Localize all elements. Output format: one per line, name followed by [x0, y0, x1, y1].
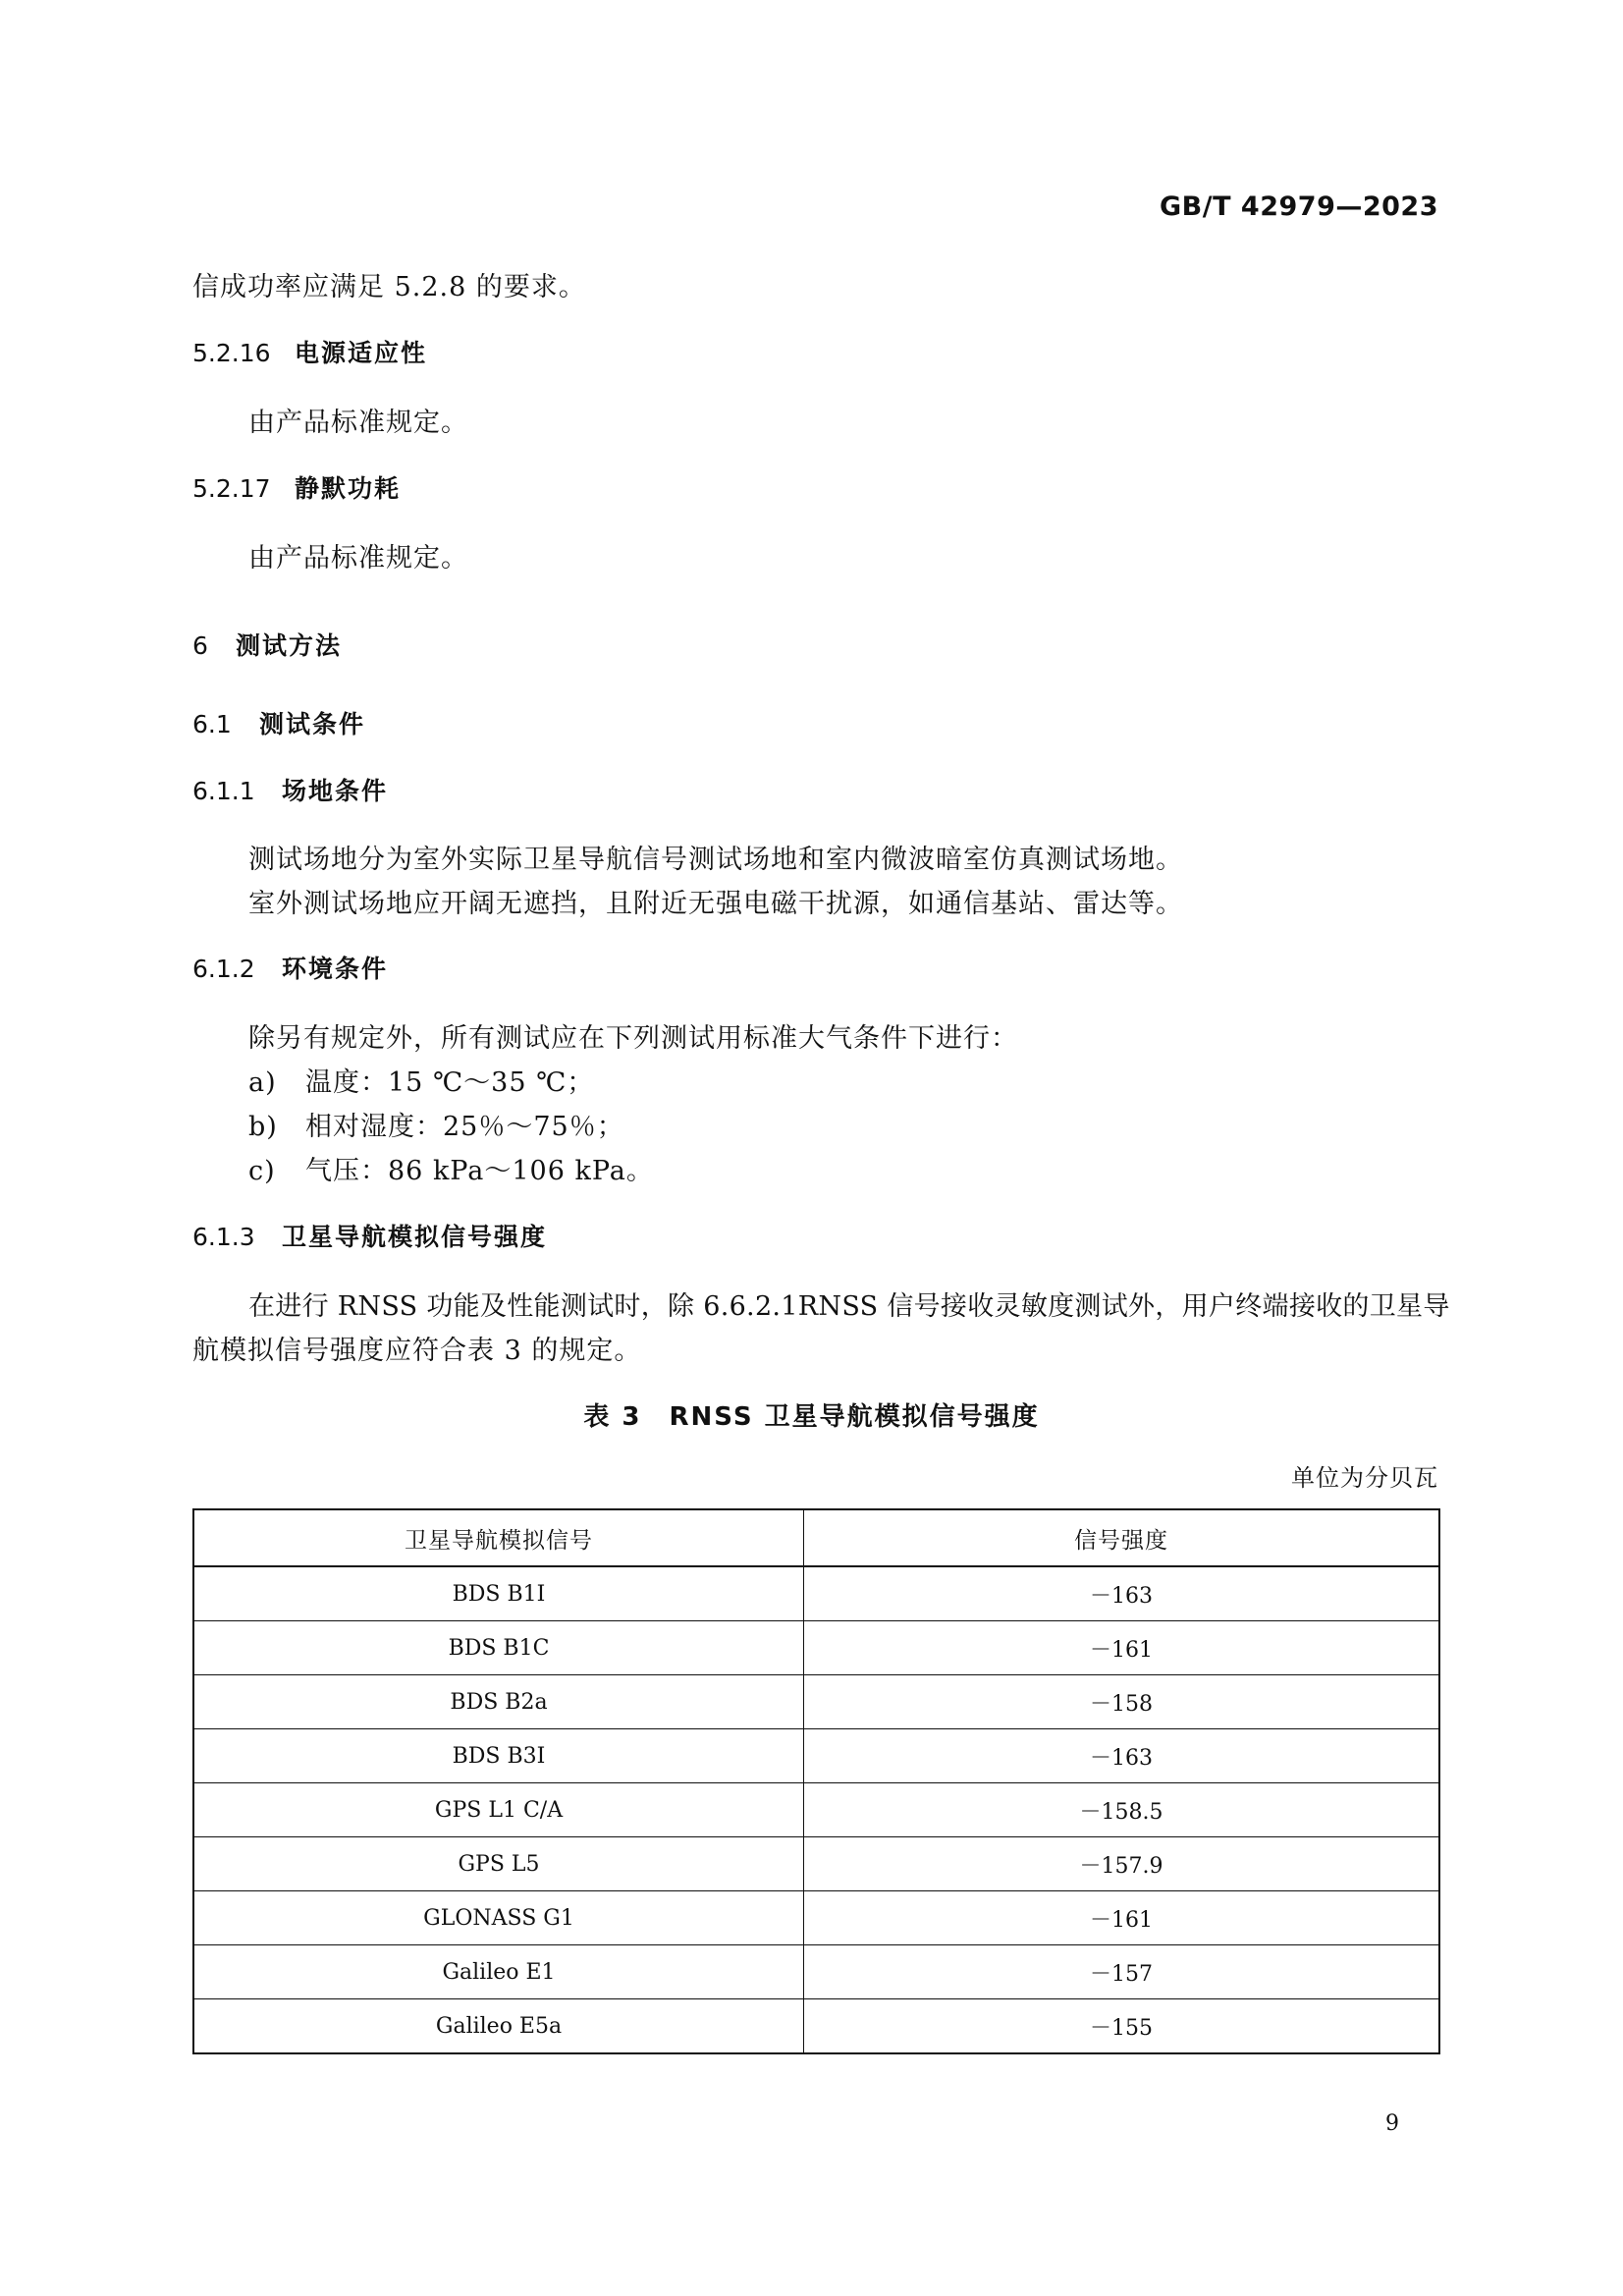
table-row — [193, 1729, 1439, 1783]
paragraph-6-1-1-a: 测试场地分为室外实际卫星导航信号测试场地和室内微波暗室仿真测试场地。 — [248, 845, 1183, 875]
signal-strength-table — [192, 1508, 1440, 2054]
column-header-strength: 信号强度 — [804, 1509, 1440, 1566]
signal-cell: GPS L1 C/A — [193, 1783, 804, 1837]
section-title: 测试方法 — [236, 631, 343, 660]
section-title: 静默功耗 — [295, 474, 402, 503]
heading-5-2-16 — [192, 334, 427, 369]
strength-cell: －155 — [804, 1999, 1440, 2054]
heading-5-2-17 — [192, 469, 401, 505]
section-number: 5.2.17 — [192, 474, 271, 503]
list-marker: b) — [248, 1112, 278, 1142]
section-number: 6 — [192, 631, 208, 660]
table-unit-note: 单位为分贝瓦 — [1291, 1464, 1438, 1492]
section-number: 6.1.2 — [192, 955, 255, 983]
continuation-text: 信成功率应满足 5.2.8 的要求。 — [192, 272, 586, 302]
list-text: 相对湿度：25％～75％； — [305, 1112, 624, 1142]
heading-6-1-2 — [192, 950, 388, 985]
table-row — [193, 1675, 1439, 1729]
table-row — [193, 1566, 1439, 1621]
section-title: 卫星导航模拟信号强度 — [282, 1223, 548, 1251]
strength-cell: －163 — [804, 1566, 1440, 1621]
strength-cell: －161 — [804, 1621, 1440, 1675]
table-caption: 表 3 RNSS 卫星导航模拟信号强度 — [583, 1402, 1040, 1432]
list-marker: a) — [248, 1067, 277, 1098]
signal-cell: Galileo E1 — [193, 1945, 804, 1999]
table-header-row — [193, 1509, 1439, 1566]
section-title: 场地条件 — [282, 777, 389, 805]
signal-cell: BDS B1I — [193, 1566, 804, 1621]
strength-cell: －161 — [804, 1891, 1440, 1945]
table-row — [193, 1837, 1439, 1891]
strength-cell: －158.5 — [804, 1783, 1440, 1837]
table-row — [193, 1783, 1439, 1837]
section-number: 6.1.1 — [192, 777, 255, 805]
paragraph-6-1-1-b: 室外测试场地应开阔无遮挡，且附近无强电磁干扰源，如通信基站、雷达等。 — [248, 889, 1183, 919]
list-item — [248, 1061, 594, 1099]
paragraph-6-1-3-line1: 在进行 RNSS 功能及性能测试时，除 6.6.2.1RNSS 信号接收灵敏度测试外，用户终端接收的卫星导 — [248, 1291, 1450, 1322]
section-number: 6.1.3 — [192, 1223, 255, 1251]
list-item — [248, 1105, 624, 1143]
section-title: 环境条件 — [282, 955, 389, 983]
signal-cell: GPS L5 — [193, 1837, 804, 1891]
standard-number: GB/T 42979—2023 — [1160, 191, 1438, 222]
table-row — [193, 1621, 1439, 1675]
paragraph-5-2-17: 由产品标准规定。 — [248, 543, 468, 574]
list-text: 温度：15 ℃～35 ℃； — [305, 1067, 595, 1098]
table-row — [193, 1891, 1439, 1945]
table-row — [193, 1945, 1439, 1999]
list-item — [248, 1149, 654, 1187]
paragraph-6-1-2-intro: 除另有规定外，所有测试应在下列测试用标准大气条件下进行： — [248, 1023, 1018, 1054]
strength-cell: －157 — [804, 1945, 1440, 1999]
signal-cell: BDS B2a — [193, 1675, 804, 1729]
signal-cell: BDS B3I — [193, 1729, 804, 1783]
paragraph-5-2-16: 由产品标准规定。 — [248, 408, 468, 438]
list-text: 气压：86 kPa～106 kPa。 — [305, 1156, 654, 1186]
heading-6 — [192, 627, 342, 662]
page-number: 9 — [1385, 2111, 1399, 2136]
heading-6-1-1 — [192, 772, 388, 807]
strength-cell: －157.9 — [804, 1837, 1440, 1891]
paragraph-6-1-3-line2: 航模拟信号强度应符合表 3 的规定。 — [192, 1336, 642, 1366]
section-title: 测试条件 — [259, 710, 366, 738]
heading-6-1 — [192, 705, 365, 740]
table-row — [193, 1999, 1439, 2054]
section-title: 电源适应性 — [295, 339, 428, 367]
signal-cell: BDS B1C — [193, 1621, 804, 1675]
signal-cell: Galileo E5a — [193, 1999, 804, 2054]
section-number: 5.2.16 — [192, 339, 271, 367]
strength-cell: －163 — [804, 1729, 1440, 1783]
strength-cell: －158 — [804, 1675, 1440, 1729]
column-header-signal: 卫星导航模拟信号 — [193, 1509, 804, 1566]
section-number: 6.1 — [192, 710, 232, 738]
list-marker: c) — [248, 1156, 276, 1186]
heading-6-1-3 — [192, 1218, 547, 1253]
signal-cell: GLONASS G1 — [193, 1891, 804, 1945]
